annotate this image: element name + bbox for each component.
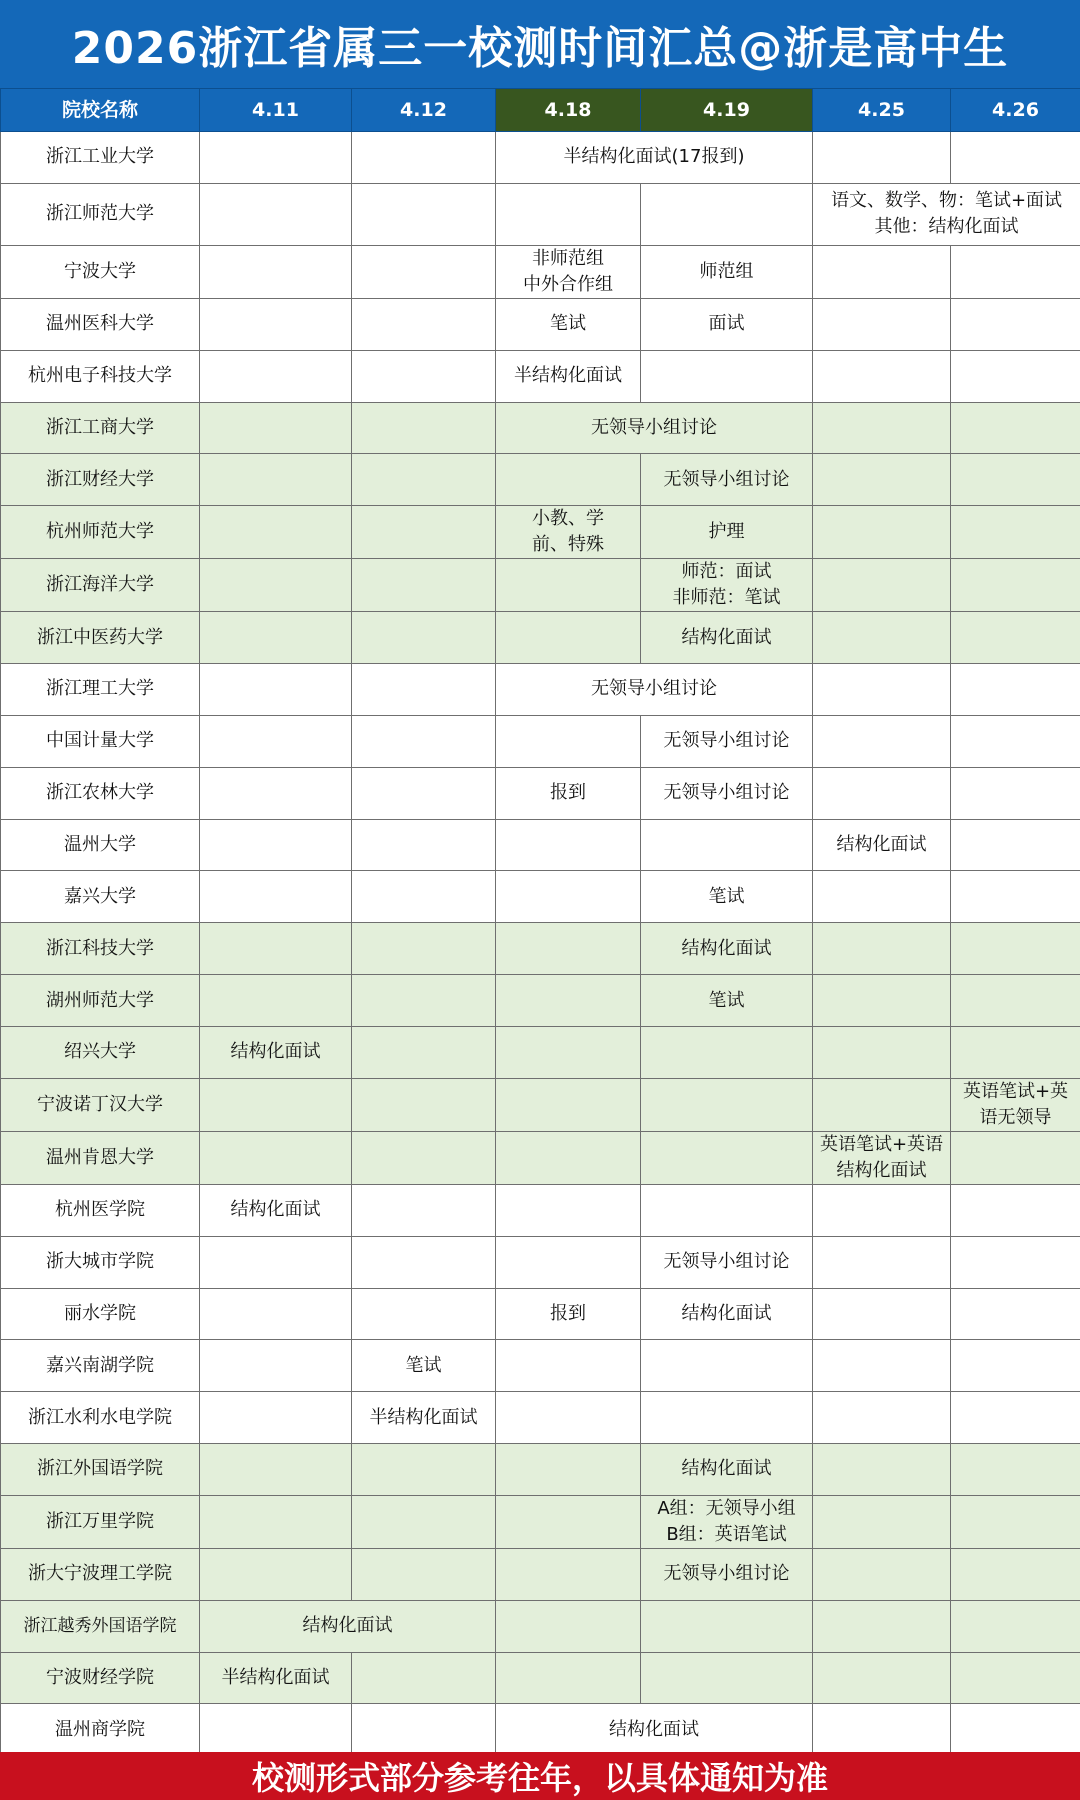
- cell: [352, 612, 496, 664]
- cell: [496, 1340, 641, 1392]
- cell: [951, 923, 1080, 975]
- cell: [813, 1444, 951, 1496]
- cell: [951, 664, 1080, 716]
- table-row: [1, 1548, 1080, 1600]
- table-row: [1, 245, 1080, 298]
- table-row: [1, 1495, 1080, 1548]
- cell: 师范：面试 非师范：笔试: [641, 559, 813, 612]
- cell: [641, 1184, 813, 1236]
- cell: [951, 132, 1080, 184]
- cell: [641, 1078, 813, 1131]
- cell: [951, 1704, 1080, 1756]
- table-row: [1, 1600, 1080, 1652]
- school-name: 丽水学院: [1, 1288, 200, 1340]
- cell: [352, 923, 496, 975]
- cell: [352, 715, 496, 767]
- cell: [496, 1495, 641, 1548]
- cell: 无领导小组讨论: [641, 715, 813, 767]
- cell: [352, 559, 496, 612]
- table-row: [1, 715, 1080, 767]
- cell: [200, 819, 352, 871]
- cell: [496, 1444, 641, 1496]
- school-name: 温州医科大学: [1, 298, 200, 350]
- school-name: 中国计量大学: [1, 715, 200, 767]
- school-name: 浙江水利水电学院: [1, 1392, 200, 1444]
- cell: [496, 1652, 641, 1704]
- cell: [496, 612, 641, 664]
- table-row: [1, 454, 1080, 506]
- table-row: [1, 1131, 1080, 1184]
- cell: [352, 664, 496, 716]
- cell: [813, 1495, 951, 1548]
- cell: [813, 132, 951, 184]
- table-row: [1, 1026, 1080, 1078]
- school-name: 浙大宁波理工学院: [1, 1548, 200, 1600]
- cell: [200, 1444, 352, 1496]
- cell: 非师范组 中外合作组: [496, 245, 641, 298]
- cell: 无领导小组讨论: [641, 1548, 813, 1600]
- cell: [813, 402, 951, 454]
- table-row: [1, 975, 1080, 1027]
- cell: [813, 923, 951, 975]
- cell: [813, 245, 951, 298]
- school-name: 浙江中医药大学: [1, 612, 200, 664]
- cell: [352, 975, 496, 1027]
- table-row: [1, 1184, 1080, 1236]
- cell: [813, 1704, 951, 1756]
- cell: 无领导小组讨论: [641, 1236, 813, 1288]
- cell: [641, 1652, 813, 1704]
- cell: [813, 1078, 951, 1131]
- cell: [200, 559, 352, 612]
- school-name: 浙江工业大学: [1, 132, 200, 184]
- cell: [352, 1704, 496, 1756]
- cell: 笔试: [496, 298, 641, 350]
- school-name: 杭州电子科技大学: [1, 350, 200, 402]
- cell: [813, 1288, 951, 1340]
- cell: 报到: [496, 1288, 641, 1340]
- cell: [352, 245, 496, 298]
- cell: [813, 715, 951, 767]
- table-row: [1, 350, 1080, 402]
- school-name: 浙江工商大学: [1, 402, 200, 454]
- school-name: 浙江科技大学: [1, 923, 200, 975]
- cell: [951, 1652, 1080, 1704]
- cell: 笔试: [641, 975, 813, 1027]
- school-name: 浙江越秀外国语学院: [1, 1600, 200, 1652]
- cell: [951, 1131, 1080, 1184]
- table-row: [1, 506, 1080, 559]
- school-name: 浙江外国语学院: [1, 1444, 200, 1496]
- cell: 结构化面试: [641, 1288, 813, 1340]
- table-row: [1, 132, 1080, 184]
- schedule-table: [0, 88, 1080, 1756]
- header-date: 4.11: [200, 89, 352, 132]
- cell: 英语笔试+英 语无领导: [951, 1078, 1080, 1131]
- school-name: 浙江海洋大学: [1, 559, 200, 612]
- cell: [641, 1026, 813, 1078]
- cell: 半结构化面试: [200, 1652, 352, 1704]
- cell: [352, 350, 496, 402]
- header-date: 4.25: [813, 89, 951, 132]
- cell: [200, 298, 352, 350]
- cell: 无领导小组讨论: [496, 402, 813, 454]
- cell: [352, 298, 496, 350]
- table-row: [1, 1078, 1080, 1131]
- cell: [496, 1392, 641, 1444]
- cell: [496, 1078, 641, 1131]
- title-banner: 2026浙江省属三一校测时间汇总@浙是高中生: [0, 0, 1080, 88]
- cell: [200, 1392, 352, 1444]
- school-name: 温州肯恩大学: [1, 1131, 200, 1184]
- cell: [200, 1340, 352, 1392]
- header-date: 4.26: [951, 89, 1080, 132]
- cell: 半结构化面试: [352, 1392, 496, 1444]
- cell: 英语笔试+英语 结构化面试: [813, 1131, 951, 1184]
- cell: [200, 1131, 352, 1184]
- cell: [813, 1392, 951, 1444]
- cell: [813, 871, 951, 923]
- cell: [951, 506, 1080, 559]
- cell: [200, 715, 352, 767]
- cell: [813, 664, 951, 716]
- cell: [641, 1392, 813, 1444]
- header-date: 4.18: [496, 89, 641, 132]
- cell: [496, 715, 641, 767]
- cell: 面试: [641, 298, 813, 350]
- cell: [200, 402, 352, 454]
- cell: [496, 975, 641, 1027]
- cell: [352, 819, 496, 871]
- cell: [951, 454, 1080, 506]
- table-row: [1, 1652, 1080, 1704]
- cell: [641, 1131, 813, 1184]
- cell: [641, 183, 813, 245]
- cell: [641, 1600, 813, 1652]
- cell: 语文、数学、物：笔试+面试 其他：结构化面试: [813, 183, 1080, 245]
- cell: [813, 612, 951, 664]
- cell: [951, 298, 1080, 350]
- cell: 护理: [641, 506, 813, 559]
- cell: [951, 1392, 1080, 1444]
- cell: [352, 183, 496, 245]
- cell: [813, 506, 951, 559]
- cell: [813, 298, 951, 350]
- cell: [200, 245, 352, 298]
- cell: [641, 1340, 813, 1392]
- table-row: [1, 664, 1080, 716]
- table-row: [1, 767, 1080, 819]
- school-name: 宁波财经学院: [1, 1652, 200, 1704]
- school-name: 浙江农林大学: [1, 767, 200, 819]
- cell: 半结构化面试: [496, 350, 641, 402]
- cell: [200, 454, 352, 506]
- cell: [200, 1495, 352, 1548]
- table-row: [1, 1444, 1080, 1496]
- cell: [352, 1026, 496, 1078]
- school-name: 嘉兴南湖学院: [1, 1340, 200, 1392]
- cell: [352, 1078, 496, 1131]
- cell: [352, 1444, 496, 1496]
- header-school: 院校名称: [1, 89, 200, 132]
- cell: [813, 1340, 951, 1392]
- cell: [352, 1131, 496, 1184]
- cell: 笔试: [352, 1340, 496, 1392]
- cell: 小教、学 前、特殊: [496, 506, 641, 559]
- cell: [813, 1184, 951, 1236]
- school-name: 杭州师范大学: [1, 506, 200, 559]
- cell: [813, 1600, 951, 1652]
- cell: [951, 819, 1080, 871]
- cell: 结构化面试: [813, 819, 951, 871]
- cell: 无领导小组讨论: [496, 664, 813, 716]
- table-row: [1, 923, 1080, 975]
- school-name: 湖州师范大学: [1, 975, 200, 1027]
- cell: [951, 871, 1080, 923]
- cell: [200, 1236, 352, 1288]
- cell: [641, 819, 813, 871]
- cell: [496, 923, 641, 975]
- table-row: [1, 559, 1080, 612]
- cell: [200, 1704, 352, 1756]
- table-row: [1, 1704, 1080, 1756]
- school-name: 宁波诺丁汉大学: [1, 1078, 200, 1131]
- cell: [200, 1548, 352, 1600]
- cell: 师范组: [641, 245, 813, 298]
- cell: [951, 350, 1080, 402]
- cell: 笔试: [641, 871, 813, 923]
- cell: [496, 819, 641, 871]
- cell: [352, 1288, 496, 1340]
- school-name: 浙江财经大学: [1, 454, 200, 506]
- cell: [352, 871, 496, 923]
- cell: [200, 1078, 352, 1131]
- cell: [813, 1026, 951, 1078]
- cell: [200, 506, 352, 559]
- cell: [496, 1600, 641, 1652]
- cell: [200, 350, 352, 402]
- cell: [951, 767, 1080, 819]
- cell: [496, 1131, 641, 1184]
- cell: [951, 1288, 1080, 1340]
- cell: [813, 454, 951, 506]
- table-row: [1, 871, 1080, 923]
- school-name: 浙江万里学院: [1, 1495, 200, 1548]
- school-name: 浙江理工大学: [1, 664, 200, 716]
- table-row: [1, 183, 1080, 245]
- cell: [352, 132, 496, 184]
- cell: [352, 1548, 496, 1600]
- cell: 结构化面试: [641, 612, 813, 664]
- cell: [813, 1548, 951, 1600]
- cell: [200, 664, 352, 716]
- cell: [951, 715, 1080, 767]
- cell: A组：无领导小组 B组：英语笔试: [641, 1495, 813, 1548]
- cell: [813, 767, 951, 819]
- cell: [951, 1026, 1080, 1078]
- footer-note: 校测形式部分参考往年，以具体通知为准: [0, 1752, 1080, 1800]
- cell: [951, 975, 1080, 1027]
- cell: [200, 132, 352, 184]
- table-row: [1, 1236, 1080, 1288]
- cell: [813, 559, 951, 612]
- cell: [496, 454, 641, 506]
- cell: [951, 1340, 1080, 1392]
- school-name: 温州大学: [1, 819, 200, 871]
- cell: [352, 1184, 496, 1236]
- cell: [813, 1652, 951, 1704]
- cell: [496, 1236, 641, 1288]
- cell: [496, 559, 641, 612]
- cell: [951, 1495, 1080, 1548]
- cell: [352, 402, 496, 454]
- school-name: 宁波大学: [1, 245, 200, 298]
- cell: [951, 245, 1080, 298]
- cell: [951, 1236, 1080, 1288]
- cell: 结构化面试: [200, 1184, 352, 1236]
- cell: [352, 1495, 496, 1548]
- cell: 结构化面试: [200, 1026, 352, 1078]
- cell: [352, 454, 496, 506]
- header-row: [1, 89, 1080, 132]
- cell: 结构化面试: [641, 1444, 813, 1496]
- school-name: 杭州医学院: [1, 1184, 200, 1236]
- cell: 报到: [496, 767, 641, 819]
- table-row: [1, 612, 1080, 664]
- cell: [951, 402, 1080, 454]
- cell: [496, 871, 641, 923]
- table-row: [1, 819, 1080, 871]
- cell: [200, 871, 352, 923]
- cell: [200, 975, 352, 1027]
- cell: [951, 1548, 1080, 1600]
- cell: 无领导小组讨论: [641, 454, 813, 506]
- cell: [813, 1236, 951, 1288]
- cell: [352, 506, 496, 559]
- cell: [200, 767, 352, 819]
- cell: 结构化面试: [641, 923, 813, 975]
- school-name: 嘉兴大学: [1, 871, 200, 923]
- cell: [352, 1236, 496, 1288]
- table-row: [1, 1392, 1080, 1444]
- school-name: 浙大城市学院: [1, 1236, 200, 1288]
- cell: [496, 1548, 641, 1600]
- cell: [200, 612, 352, 664]
- school-name: 绍兴大学: [1, 1026, 200, 1078]
- cell: [352, 1652, 496, 1704]
- cell: [200, 1288, 352, 1340]
- cell: 结构化面试: [496, 1704, 813, 1756]
- school-name: 浙江师范大学: [1, 183, 200, 245]
- cell: [951, 1184, 1080, 1236]
- header-date: 4.12: [352, 89, 496, 132]
- cell: [352, 767, 496, 819]
- cell: [496, 183, 641, 245]
- table-row: [1, 1288, 1080, 1340]
- cell: [496, 1026, 641, 1078]
- header-date: 4.19: [641, 89, 813, 132]
- table-row: [1, 1340, 1080, 1392]
- school-name: 温州商学院: [1, 1704, 200, 1756]
- cell: 结构化面试: [200, 1600, 496, 1652]
- cell: [200, 923, 352, 975]
- cell: [813, 975, 951, 1027]
- cell: 无领导小组讨论: [641, 767, 813, 819]
- cell: [951, 559, 1080, 612]
- cell: [641, 350, 813, 402]
- table-row: [1, 402, 1080, 454]
- cell: [813, 350, 951, 402]
- cell: [951, 1444, 1080, 1496]
- table-row: [1, 298, 1080, 350]
- cell: [951, 612, 1080, 664]
- cell: [496, 1184, 641, 1236]
- cell: 半结构化面试(17报到): [496, 132, 813, 184]
- cell: [951, 1600, 1080, 1652]
- cell: [200, 183, 352, 245]
